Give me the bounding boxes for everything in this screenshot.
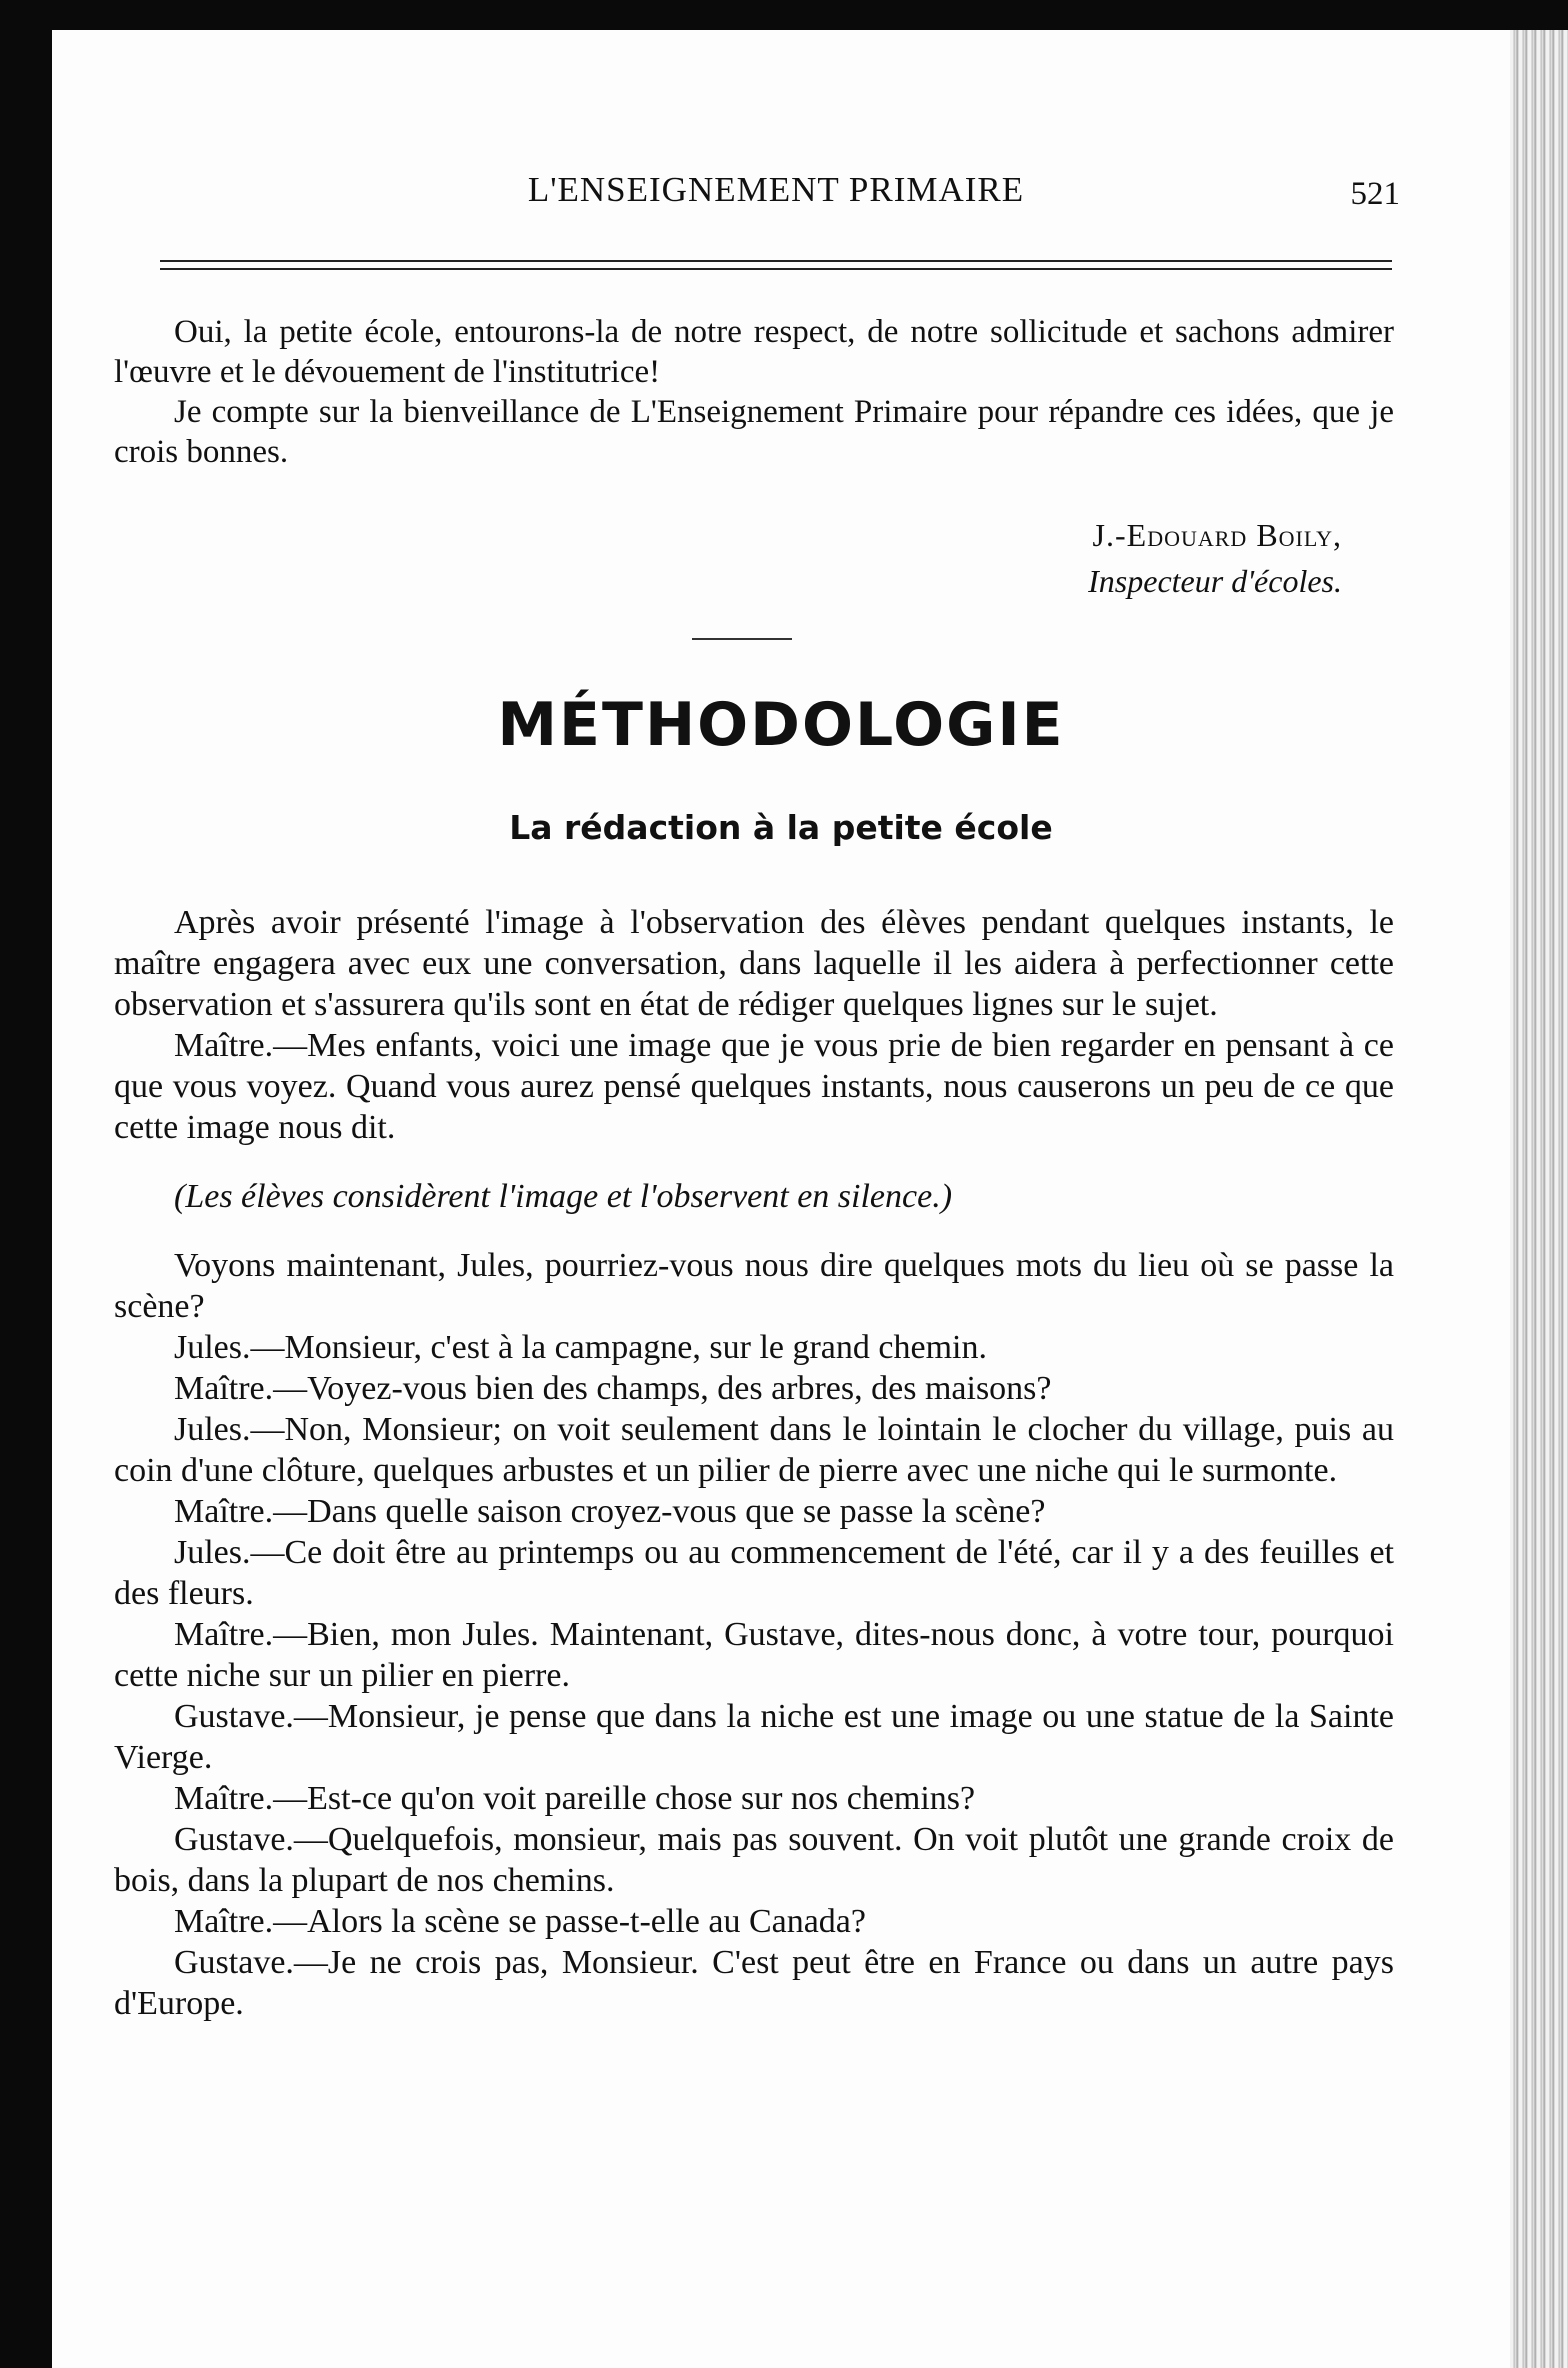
signature-role: Inspecteur d'écoles. bbox=[1088, 563, 1342, 599]
section-subheading: La rédaction à la petite école bbox=[509, 808, 1053, 847]
running-head bbox=[152, 170, 1400, 230]
signature-name: J.-Edouard Boily, bbox=[1092, 517, 1342, 553]
dialogue-line: Jules.—Monsieur, c'est à la campagne, sur le grand chemin. bbox=[174, 1329, 987, 1366]
dialogue-line: Voyons maintenant, Jules, pourriez-vous nous dire quelques mots du lieu où se passe la scène? bbox=[114, 1247, 1394, 1325]
dialogue-line: Gustave.—Quelquefois, monsieur, mais pas souvent. On voit plutôt une grande croix de bois, dans la plupart de nos chemins. bbox=[114, 1821, 1394, 1899]
intro-paragraph: Je compte sur la bienveillance de L'Enseignement Primaire pour répandre ces idées, que je crois bonnes. bbox=[114, 394, 1394, 470]
dialogue-line: Maître.—Voyez-vous bien des champs, des arbres, des maisons? bbox=[174, 1370, 1052, 1407]
dialogue-line: Maître.—Est-ce qu'on voit pareille chose sur nos chemins? bbox=[174, 1780, 976, 1817]
body-paragraph: Après avoir présenté l'image à l'observation des élèves pendant quelques instants, le maître engagera avec eux une conversation, dans laquelle il les aidera à perfectionner cette observation et s'assurera qu'ils sont en état de rédiger quelques lignes sur le sujet. bbox=[114, 904, 1394, 1023]
intro-text bbox=[114, 312, 1394, 472]
body-paragraph: Maître.—Mes enfants, voici une image que je vous prie de bien regarder en pensant à ce que vous voyez. Quand vous aurez pensé quelques instants, nous causerons un peu de ce que cette image nous dit. bbox=[114, 1027, 1394, 1146]
intro-paragraph: Oui, la petite école, entourons-la de notre respect, de notre sollicitude et sachons admirer l'œuvre et le dévouement de l'institutrice! bbox=[114, 314, 1394, 390]
book-page bbox=[52, 30, 1510, 2368]
article-body bbox=[114, 902, 1394, 2024]
dialogue-line: Maître.—Alors la scène se passe-t-elle au Canada? bbox=[174, 1903, 866, 1940]
stage-direction: (Les élèves considèrent l'image et l'observent en silence.) bbox=[174, 1178, 953, 1215]
dialogue-line: Gustave.—Monsieur, je pense que dans la niche est une image ou une statue de la Sainte Vierge. bbox=[114, 1698, 1394, 1776]
dialogue-line: Jules.—Ce doit être au printemps ou au commencement de l'été, car il y a des feuilles et des fleurs. bbox=[114, 1534, 1394, 1612]
page-number: 521 bbox=[1350, 176, 1400, 212]
dialogue-line: Jules.—Non, Monsieur; on voit seulement dans le lointain le clocher du village, puis au coin d'une clôture, quelques arbustes et un pilier de pierre avec une niche qui le surmonte. bbox=[114, 1411, 1394, 1489]
scan-left-border bbox=[0, 0, 52, 2368]
header-double-rule bbox=[160, 260, 1392, 270]
running-title: L'ENSEIGNEMENT PRIMAIRE bbox=[527, 170, 1025, 209]
page-stack-edge bbox=[1510, 30, 1568, 2368]
dialogue-line: Maître.—Bien, mon Jules. Maintenant, Gustave, dites-nous donc, à votre tour, pourquoi cette niche sur un pilier en pierre. bbox=[114, 1616, 1394, 1694]
scan-top-border bbox=[0, 0, 1568, 30]
signature bbox=[1088, 512, 1342, 604]
section-divider bbox=[692, 638, 792, 640]
dialogue-line: Maître.—Dans quelle saison croyez-vous que se passe la scène? bbox=[174, 1493, 1046, 1530]
section-heading: MÉTHODOLOGIE bbox=[497, 690, 1065, 760]
dialogue-line: Gustave.—Je ne crois pas, Monsieur. C'est peut être en France ou dans un autre pays d'Europe. bbox=[114, 1944, 1394, 2022]
